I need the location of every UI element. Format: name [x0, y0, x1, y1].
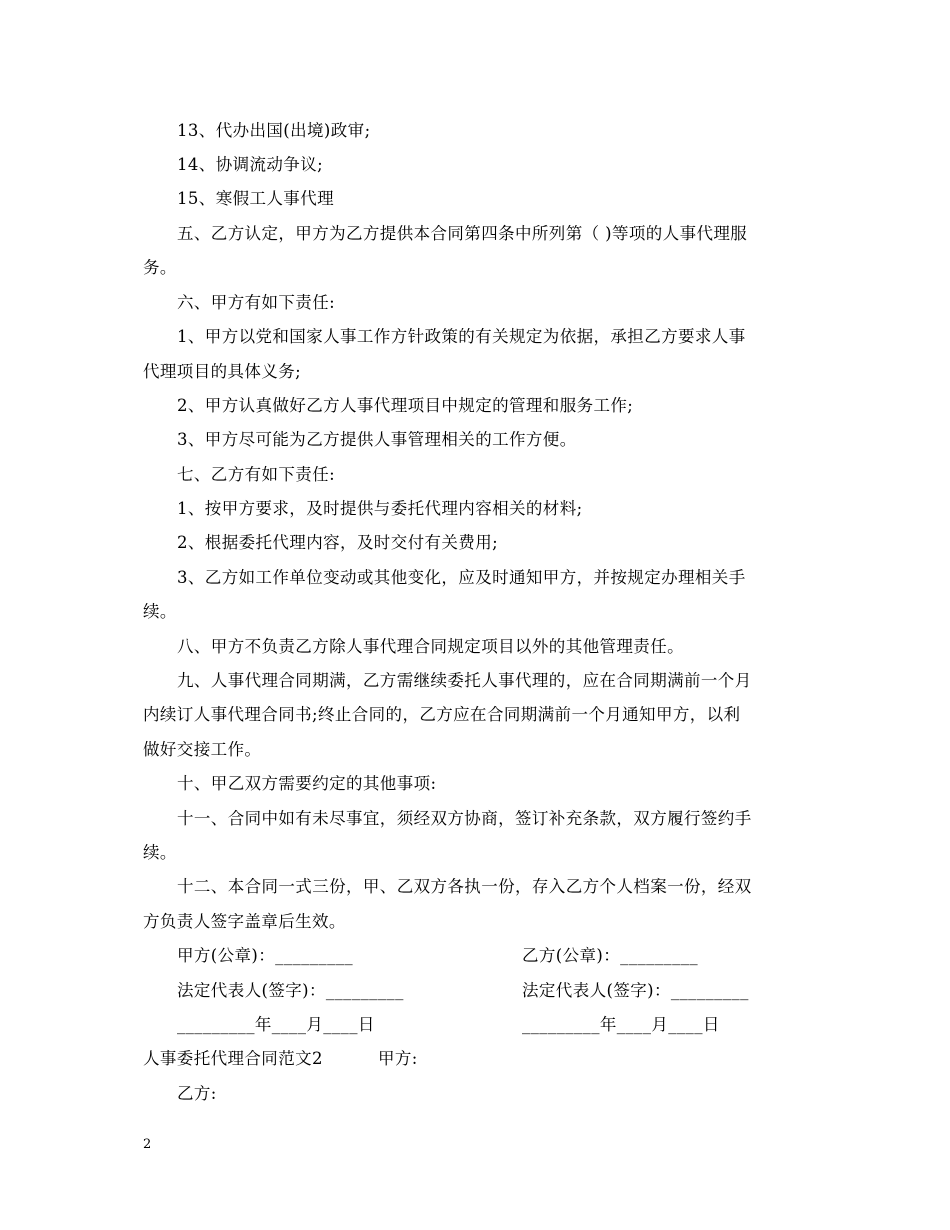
article-11-line-1: 十一、合同中如有未尽事宜，须经双方协商，签订补充条款，双方履行签约手 [177, 809, 752, 828]
party-b-date: _________年____月____日 [522, 1015, 720, 1034]
next-document-title: 人事委托代理合同范文2 [143, 1049, 323, 1068]
article-7-item-3-line-1: 3、乙方如工作单位变动或其他变化，应及时通知甲方，并按规定办理相关手 [177, 568, 746, 587]
article-7-heading: 七、乙方有如下责任: [177, 465, 336, 484]
article-7-item-1: 1、按甲方要求，及时提供与委托代理内容相关的材料; [177, 499, 583, 518]
article-9-line-2: 内续订人事代理合同书;终止合同的，乙方应在合同期满前一个月通知甲方，以利 [143, 705, 741, 724]
article-6-item-3: 3、甲方尽可能为乙方提供人事管理相关的工作方便。 [177, 430, 577, 449]
article-11-line-2: 续。 [143, 843, 177, 862]
article-12-line-1: 十二、本合同一式三份，甲、乙双方各执一份，存入乙方个人档案一份，经双 [177, 877, 752, 896]
clause-15: 15、寒假工人事代理 [177, 189, 334, 208]
article-9-line-1: 九、人事代理合同期满，乙方需继续委托人事代理的，应在合同期满前一个月 [177, 671, 752, 690]
clause-14: 14、协调流动争议; [177, 155, 324, 174]
article-5-line-1: 五、乙方认定，甲方为乙方提供本合同第四条中所列第（ )等项的人事代理服 [177, 224, 748, 243]
article-6-item-1-line-1: 1、甲方以党和国家人事工作方针政策的有关规定为依据，承担乙方要求人事 [177, 327, 746, 346]
article-8: 八、甲方不负责乙方除人事代理合同规定项目以外的其他管理责任。 [177, 637, 684, 656]
article-7-item-2: 2、根据委托代理内容，及时交付有关费用; [177, 533, 499, 552]
article-6-item-2: 2、甲方认真做好乙方人事代理项目中规定的管理和服务工作; [177, 396, 634, 415]
party-a-date: _________年____月____日 [177, 1015, 375, 1034]
party-a-representative: 法定代表人(签字)：_________ [177, 981, 404, 1000]
party-b-representative: 法定代表人(签字)：_________ [522, 981, 749, 1000]
party-b-seal: 乙方(公章)：_________ [522, 946, 699, 965]
party-a-seal: 甲方(公章)：_________ [177, 946, 354, 965]
page-number: 2 [143, 1137, 152, 1152]
article-9-line-3: 做好交接工作。 [143, 740, 262, 759]
article-5-line-2: 务。 [143, 258, 177, 277]
next-party-b-label: 乙方: [177, 1084, 217, 1103]
article-7-item-3-line-2: 续。 [143, 602, 177, 621]
next-party-a-label: 甲方: [378, 1049, 418, 1068]
clause-13: 13、代办出国(出境)政审; [177, 121, 371, 140]
article-6-item-1-line-2: 代理项目的具体义务; [143, 362, 302, 381]
article-6-heading: 六、甲方有如下责任: [177, 293, 336, 312]
article-12-line-2: 方负责人签字盖章后生效。 [143, 912, 346, 931]
article-10: 十、甲乙双方需要约定的其他事项: [177, 774, 437, 793]
